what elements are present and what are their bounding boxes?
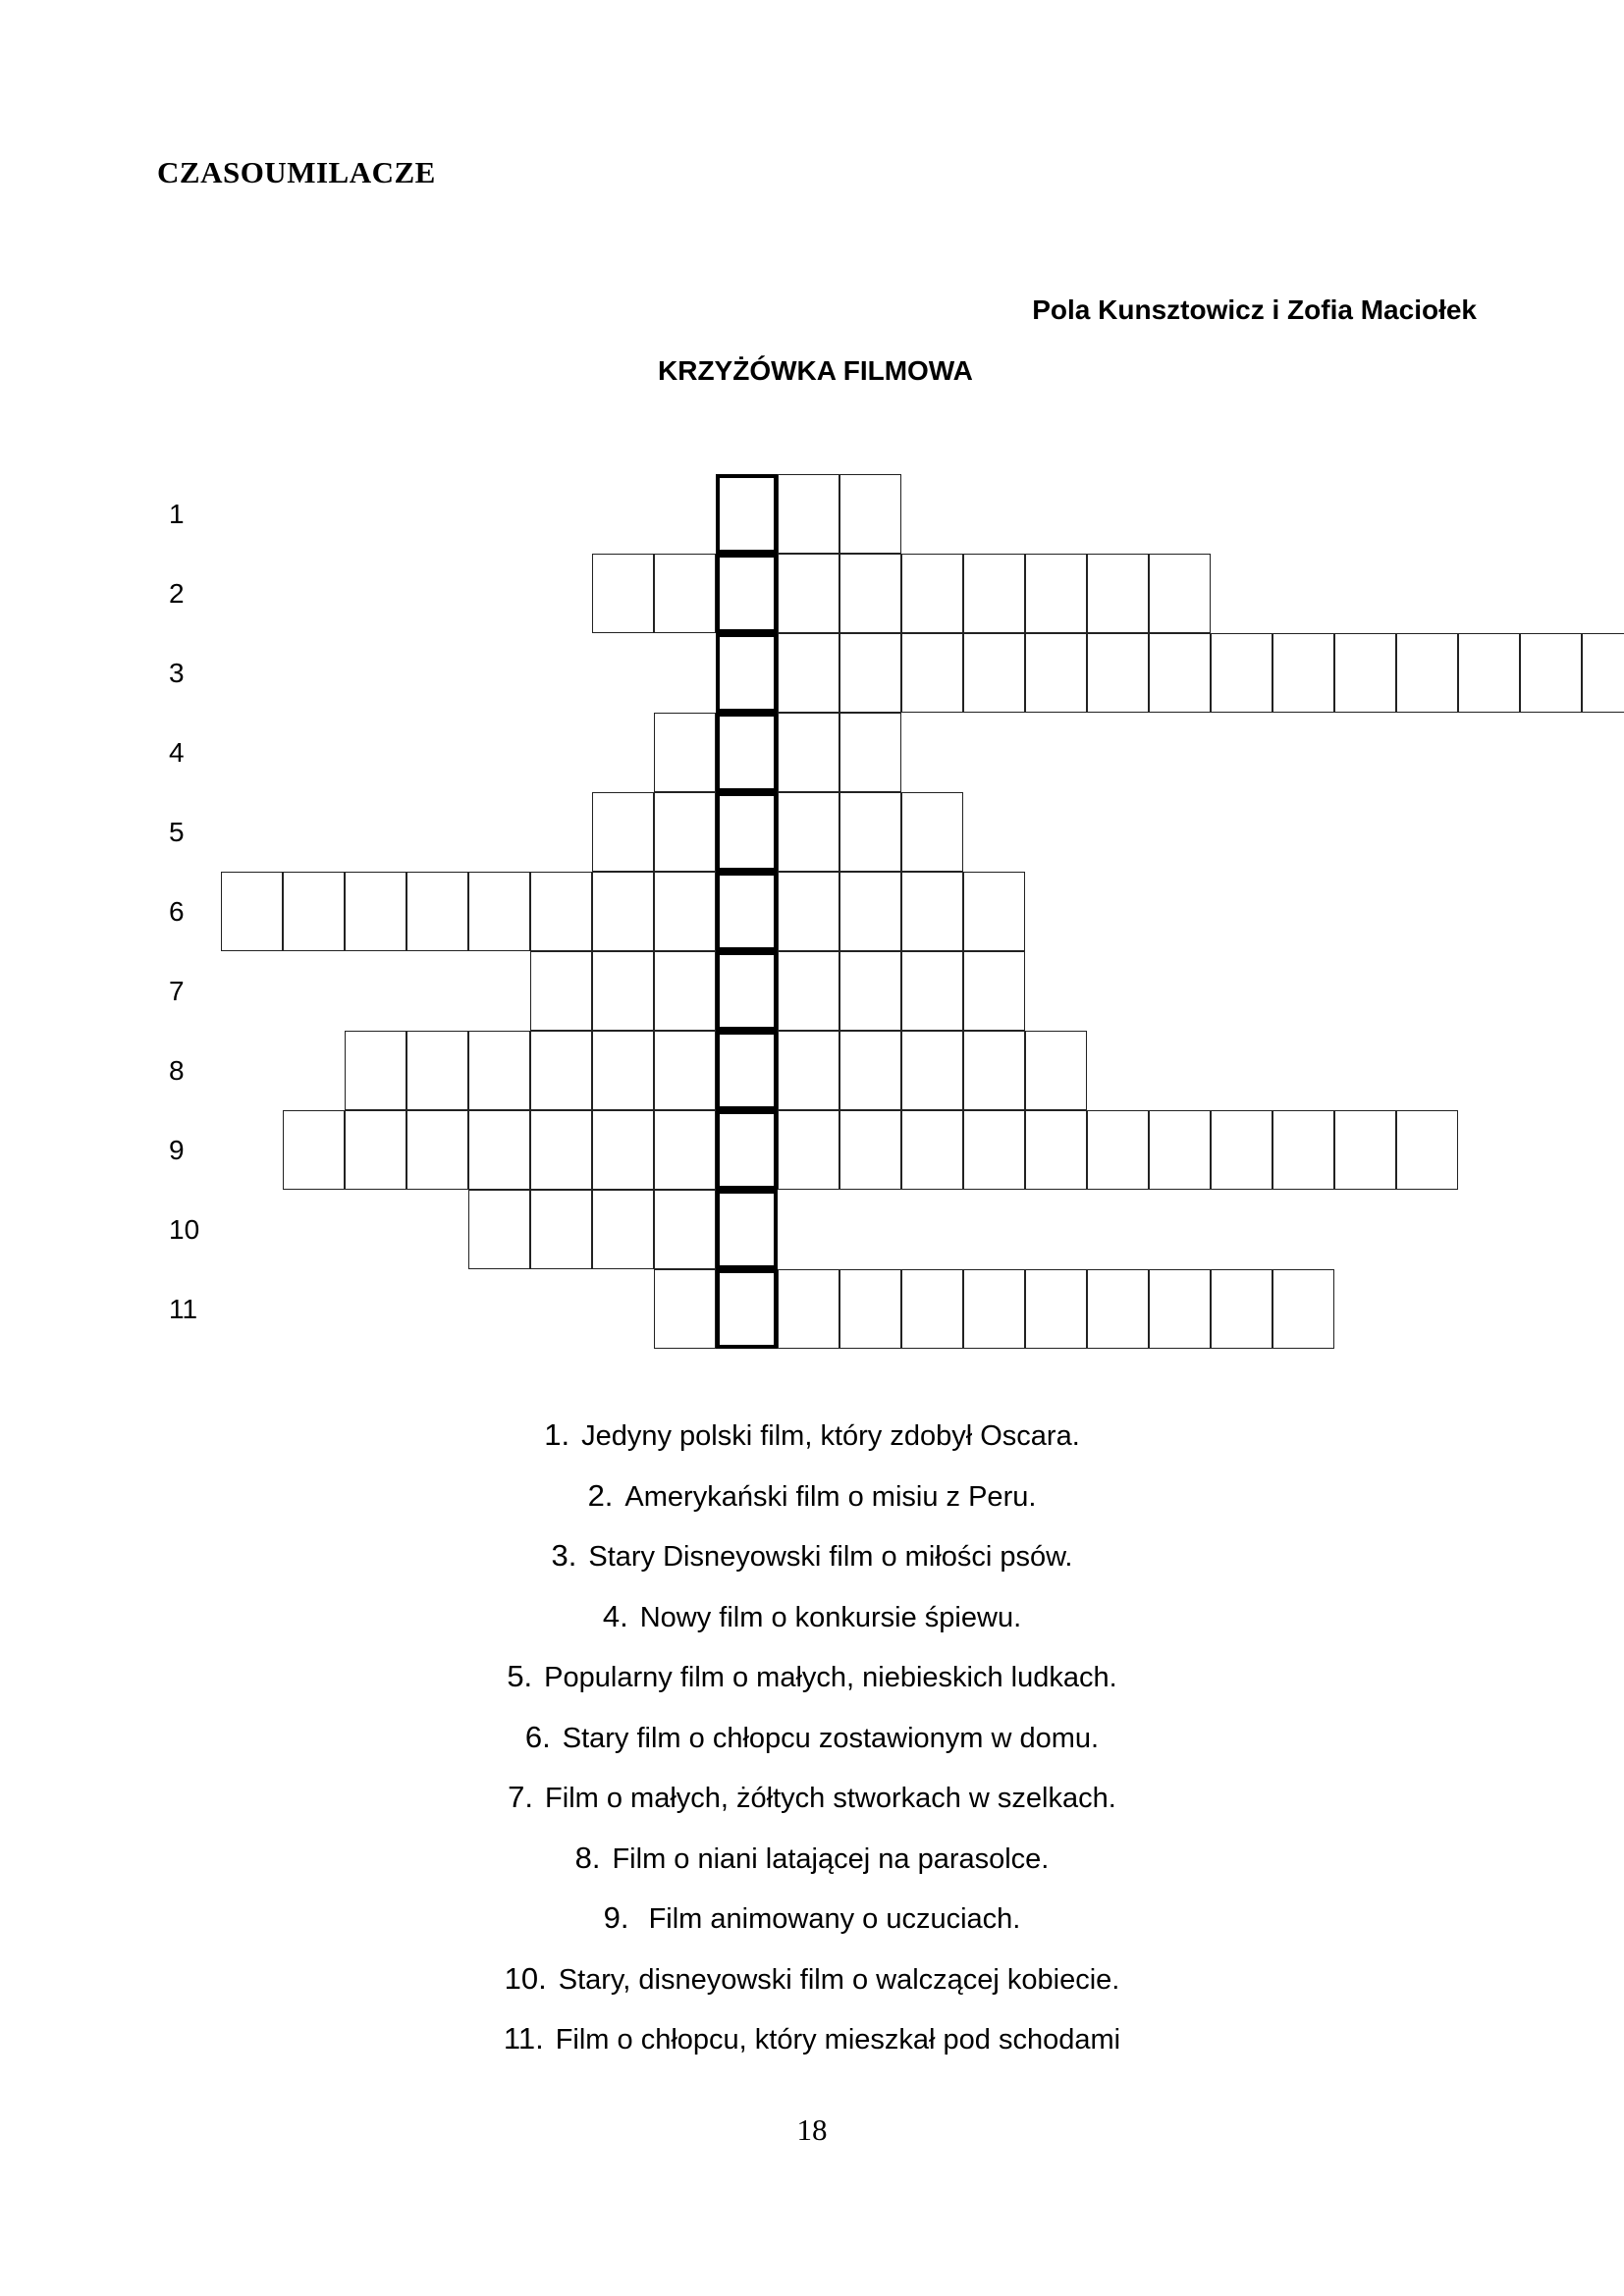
clue-number: 9. (603, 1900, 629, 1935)
row-number: 10 (169, 1214, 200, 1245)
crossword-cell[interactable] (1582, 633, 1624, 713)
key-cell[interactable] (716, 951, 778, 1031)
row-number: 6 (169, 896, 185, 927)
crossword-cell[interactable] (592, 1031, 654, 1110)
crossword-cell[interactable] (1396, 1110, 1458, 1190)
crossword-cell[interactable] (1149, 633, 1211, 713)
row-number: 8 (169, 1055, 185, 1086)
row-number: 7 (169, 976, 185, 1006)
document-header: CZASOUMILACZE (157, 155, 436, 189)
crossword-cell[interactable] (592, 1190, 654, 1269)
clue-number: 11. (503, 2021, 544, 2056)
crossword-cell[interactable] (778, 1269, 839, 1349)
key-cell[interactable] (716, 554, 778, 633)
crossword-cell[interactable] (901, 872, 963, 951)
crossword-cell[interactable] (654, 713, 716, 792)
crossword-cell[interactable] (530, 1031, 592, 1110)
crossword-cell[interactable] (778, 554, 839, 633)
clue-text: Film o niani latającej na parasolce. (612, 1842, 1050, 1875)
crossword-cell[interactable] (283, 1110, 345, 1190)
crossword-cell[interactable] (839, 1269, 901, 1349)
crossword-cell[interactable] (963, 1031, 1025, 1110)
crossword-cell[interactable] (963, 554, 1025, 633)
row-number: 5 (169, 817, 185, 847)
clue-item (0, 1599, 1624, 1635)
crossword-cell[interactable] (778, 474, 839, 554)
key-cell[interactable] (716, 713, 778, 792)
crossword-cell[interactable] (778, 633, 839, 713)
crossword-cell[interactable] (1211, 633, 1272, 713)
crossword-cell[interactable] (1087, 554, 1149, 633)
crossword-cell[interactable] (1087, 1110, 1149, 1190)
crossword-cell[interactable] (1025, 633, 1087, 713)
key-cell[interactable] (716, 872, 778, 951)
puzzle-title: KRZYŻÓWKA FILMOWA (658, 355, 973, 386)
crossword-cell[interactable] (592, 554, 654, 633)
crossword-cell[interactable] (654, 554, 716, 633)
crossword-cell[interactable] (592, 792, 654, 872)
crossword-cell[interactable] (1149, 554, 1211, 633)
row-number: 3 (169, 658, 185, 688)
key-cell[interactable] (716, 1031, 778, 1110)
crossword-cell[interactable] (1149, 1110, 1211, 1190)
crossword-cell[interactable] (654, 951, 716, 1031)
crossword-cell[interactable] (221, 872, 283, 951)
key-cell[interactable] (716, 1190, 778, 1269)
clue-text: Stary Disneyowski film o miłości psów. (588, 1541, 1073, 1573)
key-cell[interactable] (716, 1269, 778, 1349)
clue-number: 3. (551, 1538, 577, 1573)
key-cell[interactable] (716, 1110, 778, 1190)
clue-text: Jedyny polski film, który zdobył Oscara. (581, 1420, 1080, 1452)
clue-text: Amerykański film o misiu z Peru. (624, 1480, 1037, 1513)
crossword-cell[interactable] (654, 1110, 716, 1190)
crossword-cell[interactable] (1520, 633, 1582, 713)
crossword-cell[interactable] (778, 951, 839, 1031)
crossword-cell[interactable] (283, 872, 345, 951)
clue-text: Nowy film o konkursie śpiewu. (639, 1601, 1022, 1633)
clue-number: 6. (524, 1719, 551, 1754)
crossword-cell[interactable] (839, 1031, 901, 1110)
clue-text: Stary, disneyowski film o walczącej kobiecie. (558, 1963, 1120, 1996)
clue-text: Stary film o chłopcu zostawionym w domu. (562, 1722, 1100, 1754)
key-cell[interactable] (716, 633, 778, 713)
crossword-cell[interactable] (654, 1269, 716, 1349)
crossword-cell[interactable] (901, 1110, 963, 1190)
crossword-cell[interactable] (901, 1269, 963, 1349)
crossword-cell[interactable] (839, 554, 901, 633)
clue-text: Film animowany o uczuciach. (640, 1903, 1021, 1935)
clue-item (0, 1780, 1624, 1816)
crossword-cell[interactable] (406, 872, 468, 951)
crossword-cell[interactable] (468, 1190, 530, 1269)
crossword-cell[interactable] (778, 713, 839, 792)
crossword-cell[interactable] (778, 872, 839, 951)
crossword-cell[interactable] (839, 713, 901, 792)
crossword-cell[interactable] (839, 872, 901, 951)
clue-number: 4. (602, 1598, 628, 1633)
crossword-cell[interactable] (530, 1190, 592, 1269)
crossword-cell[interactable] (901, 554, 963, 633)
clue-item (0, 1659, 1624, 1695)
crossword-cell[interactable] (778, 792, 839, 872)
crossword-cell[interactable] (654, 1031, 716, 1110)
crossword-cell[interactable] (963, 1269, 1025, 1349)
row-number: 11 (169, 1294, 198, 1324)
crossword-cell[interactable] (1025, 1031, 1087, 1110)
crossword-cell[interactable] (1334, 633, 1396, 713)
crossword-cell[interactable] (1334, 1110, 1396, 1190)
clue-number: 7. (508, 1780, 534, 1814)
crossword-cell[interactable] (963, 951, 1025, 1031)
crossword-cell[interactable] (530, 872, 592, 951)
crossword-cell[interactable] (963, 633, 1025, 713)
crossword-cell[interactable] (654, 1190, 716, 1269)
crossword-cell[interactable] (345, 872, 406, 951)
clue-item (0, 1961, 1624, 1998)
clue-item (0, 2021, 1624, 2057)
crossword-cell[interactable] (1087, 633, 1149, 713)
row-number: 2 (169, 578, 185, 609)
crossword-cell[interactable] (901, 951, 963, 1031)
clue-number: 8. (574, 1840, 601, 1875)
crossword-cell[interactable] (654, 872, 716, 951)
crossword-cell[interactable] (592, 1110, 654, 1190)
clue-item (0, 1841, 1624, 1877)
crossword-cell[interactable] (530, 1110, 592, 1190)
crossword-cell[interactable] (839, 474, 901, 554)
row-number: 9 (169, 1135, 185, 1165)
clue-number: 2. (587, 1477, 614, 1513)
crossword-cell[interactable] (345, 1110, 406, 1190)
crossword-cell[interactable] (1025, 1110, 1087, 1190)
authors: Pola Kunsztowicz i Zofia Maciołek (1032, 294, 1477, 325)
clue-text: Popularny film o małych, niebieskich ludkach. (544, 1662, 1117, 1693)
crossword-cell[interactable] (839, 633, 901, 713)
page-number: 18 (796, 2112, 828, 2147)
crossword-cell[interactable] (345, 1031, 406, 1110)
crossword-cell[interactable] (963, 872, 1025, 951)
crossword-cell[interactable] (1025, 1269, 1087, 1349)
crossword-cell[interactable] (1272, 633, 1334, 713)
clue-item (0, 1417, 1624, 1454)
crossword-cell[interactable] (1272, 1110, 1334, 1190)
crossword-cell[interactable] (468, 1031, 530, 1110)
clue-number: 5. (507, 1659, 533, 1693)
crossword-cell[interactable] (592, 951, 654, 1031)
crossword-cell[interactable] (406, 1031, 468, 1110)
crossword-cell[interactable] (468, 872, 530, 951)
crossword-cell[interactable] (839, 792, 901, 872)
crossword-cell[interactable] (778, 1031, 839, 1110)
key-cell[interactable] (716, 474, 778, 554)
crossword-cell[interactable] (1149, 1269, 1211, 1349)
clue-number: 1. (544, 1417, 570, 1452)
clue-item (0, 1478, 1624, 1515)
crossword-cell[interactable] (592, 872, 654, 951)
crossword-cell[interactable] (901, 633, 963, 713)
clue-text: Film o małych, żółtych stworkach w szelkach. (545, 1783, 1116, 1814)
crossword-cell[interactable] (901, 792, 963, 872)
clue-number: 10. (504, 1960, 547, 1996)
crossword-cell[interactable] (530, 951, 592, 1031)
crossword-cell[interactable] (1458, 633, 1520, 713)
crossword-cell[interactable] (778, 1110, 839, 1190)
crossword-cell[interactable] (1272, 1269, 1334, 1349)
row-number: 4 (169, 737, 185, 768)
crossword-cell[interactable] (654, 792, 716, 872)
clue-item (0, 1538, 1624, 1575)
crossword-cell[interactable] (468, 1110, 530, 1190)
row-number: 1 (169, 499, 185, 529)
crossword-cell[interactable] (963, 1110, 1025, 1190)
clue-item (0, 1900, 1624, 1937)
crossword-cell[interactable] (1211, 1110, 1272, 1190)
crossword-cell[interactable] (1087, 1269, 1149, 1349)
crossword-cell[interactable] (901, 1031, 963, 1110)
clue-item (0, 1720, 1624, 1756)
key-cell[interactable] (716, 792, 778, 872)
crossword-cell[interactable] (839, 951, 901, 1031)
crossword-cell[interactable] (1025, 554, 1087, 633)
crossword-cell[interactable] (1396, 633, 1458, 713)
crossword-cell[interactable] (406, 1110, 468, 1190)
crossword-cell[interactable] (1211, 1269, 1272, 1349)
clue-text: Film o chłopcu, który mieszkał pod schodami (555, 2024, 1121, 2056)
crossword-cell[interactable] (839, 1110, 901, 1190)
